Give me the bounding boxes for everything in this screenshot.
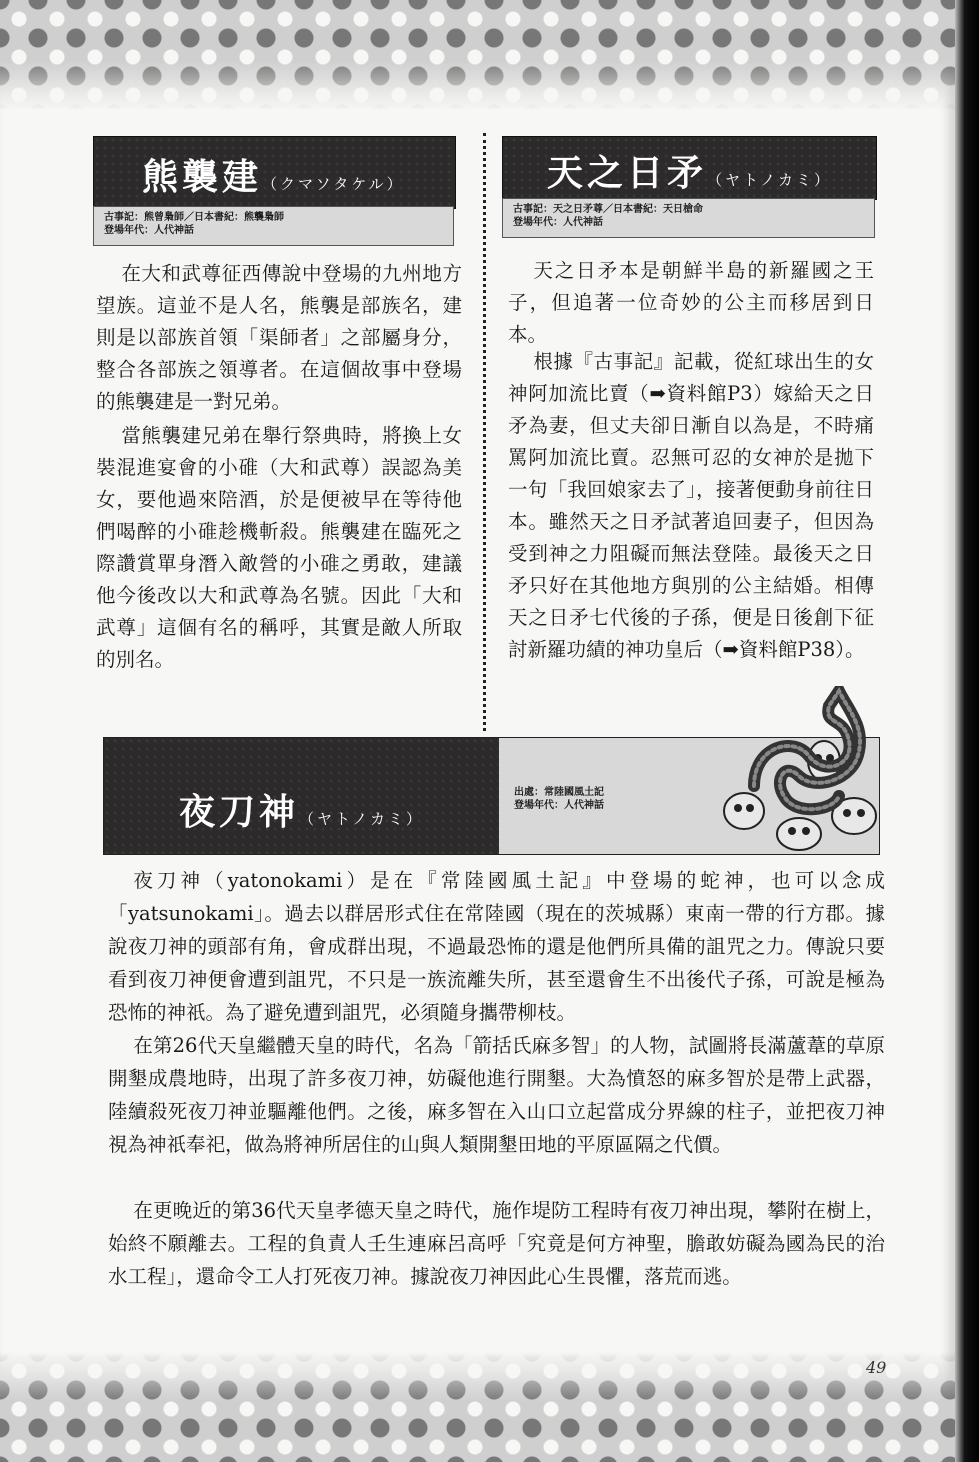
page-number: 49 (866, 1358, 887, 1377)
yatonokami-paragraph-1: 夜刀神（yatonokami）是在『常陸國風土記』中登場的蛇神，也可以念成「yatsunokami」。過去以群居形式住在常陸國（現在的茨城縣）東南一帶的行方郡。據說夜刀神的頭部有角，會成群出現，不過最恐怖的還是他們所具備的詛咒之力。傳說只要看到夜刀神便會遭到詛咒，不只是一族流離失所，甚至還會生不出後代子孫，可說是極為恐怖的神祇。為了避免遭到詛咒，必須隨身攜帶柳枝。 (108, 869, 885, 1024)
yatonokami-title: 夜刀神 (179, 791, 300, 833)
bottom-ornament-band (0, 1352, 955, 1462)
kumaso-meta (93, 206, 454, 246)
amenohiboko-paragraph-1: 天之日矛本是朝鮮半島的新羅國之王子，但追著一位奇妙的公主而移居到日本。 (508, 259, 874, 346)
amenohiboko-header (502, 136, 877, 200)
snake-skull-illustration-icon (714, 686, 884, 856)
top-ornament-band (0, 0, 955, 110)
amenohiboko-meta-source: 古事記：天之日矛尊／日本書紀：天日槍命 (513, 204, 703, 215)
amenohiboko-paragraph-2: 根據『古事記』記載，從紅球出生的女神阿加流比賣（➡資料館P3）嫁給天之日矛為妻，但丈夫卻日漸自以為是，不時痛罵阿加流比賣。忍無可忍的女神於是拋下一句「我回娘家去了」，接著便動身前往日本。雖然天之日矛試著追回妻子，但因為受到神之力阻礙而無法登陸。最後天之日矛只好在其他地方與別的公主結婚。相傳天之日矛七代後的子孫，便是日後創下征討新羅功績的神功皇后（➡資料館P38）。 (508, 350, 874, 661)
kumaso-title: 熊襲建 (142, 156, 263, 198)
yatonokami-meta-source: 出處：常陸國風土記 (514, 787, 604, 798)
amenohiboko-kana: （ヤトノカミ） (707, 171, 832, 189)
kumaso-meta-era: 登場年代：人代神話 (104, 225, 194, 236)
yatonokami-kana: （ヤトノカミ） (299, 810, 424, 828)
kumaso-meta-source: 古事記：熊曾梟師／日本書紀：熊襲梟師 (104, 212, 284, 223)
kumaso-paragraph-2: 當熊襲建兄弟在舉行祭典時，將換上女裝混進宴會的小碓（大和武尊）誤認為美女，要他過來陪酒，於是便被早在等待他們喝醉的小碓趁機斬殺。熊襲建在臨死之際讚賞單身潛入敵營的小碓之勇敢，建議他今後改以大和武尊為名號。因此「大和武尊」這個有名的稱呼，其實是敵人所取的別名。 (96, 424, 462, 671)
column-divider (483, 133, 486, 731)
yatonokami-paragraph-2: 在第26代天皇繼體天皇的時代，名為「箭括氏麻多智」的人物，試圖將長滿蘆葦的草原開墾成農地時，出現了許多夜刀神，妨礙他進行開墾。大為憤怒的麻多智於是帶上武器，陸續殺死夜刀神並驅離他們。之後，麻多智在入山口立起當成分界線的柱子，並把夜刀神視為神祇奉祀，做為將神所居住的山與人類開墾田地的平原區隔之代價。 (108, 1034, 885, 1156)
yatonokami-meta (514, 786, 604, 812)
book-spine (955, 0, 979, 1462)
amenohiboko-meta-era: 登場年代：人代神話 (513, 217, 603, 228)
kumaso-paragraph-1: 在大和武尊征西傳說中登場的九州地方望族。這並不是人名，熊襲是部族名，建則是以部族首領「渠師者」之部屬身分，整合各部族之領導者。在這個故事中登場的熊襲建是一對兄弟。 (96, 262, 462, 413)
yatonokami-header (104, 738, 499, 854)
kumaso-header (93, 136, 456, 209)
amenohiboko-title: 天之日矛 (547, 152, 708, 194)
yatonokami-banner (103, 737, 880, 855)
yatonokami-meta-era: 登場年代：人代神話 (514, 800, 604, 811)
amenohiboko-meta (502, 198, 875, 238)
kumaso-kana: （クマソタケル） (262, 175, 405, 193)
yatonokami-paragraph-3: 在更晚近的第36代天皇孝德天皇之時代，施作堤防工程時有夜刀神出現，攀附在樹上，始終不願離去。工程的負責人壬生連麻呂高呼「究竟是何方神聖，膽敢妨礙為國為民的治水工程」，還命令工人打死夜刀神。據說夜刀神因此心生畏懼，落荒而逃。 (108, 1199, 885, 1288)
